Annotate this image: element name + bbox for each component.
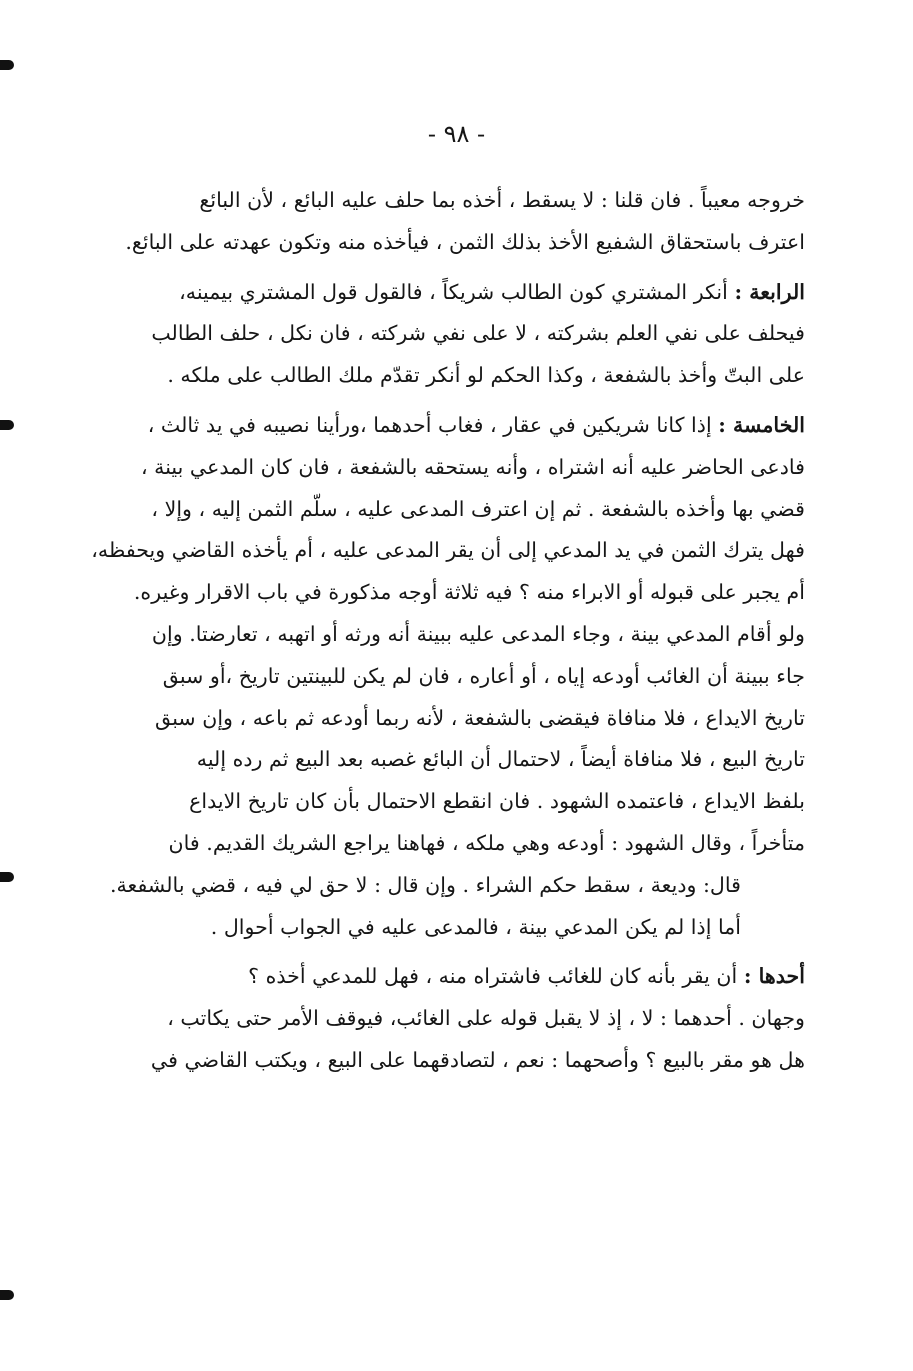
- text-line: [78, 998, 805, 1040]
- text-line: [78, 572, 805, 614]
- section-lead-word: الخامسة :: [718, 412, 805, 437]
- text-line: [78, 530, 805, 572]
- line-text: أم يجبر على قبوله أو الابراء منه ؟ فيه ثلاثة أوجه مذكورة في باب الاقرار وغيره.: [133, 580, 805, 605]
- line-text: متأخراً ، وقال الشهود : أودعه وهي ملكه ، فهاهنا يراجع الشريك القديم. فان: [168, 830, 805, 855]
- text-line: [78, 739, 805, 781]
- line-text: تاريخ البيع ، فلا منافاة أيضاً ، لاحتمال أن البائع غصبه بعد البيع ثم رده إليه: [196, 747, 805, 772]
- text-line: [78, 865, 805, 907]
- line-text: اعترف باستحقاق الشفيع الأخذ بذلك الثمن ، فيأخذه منه وتكون عهدته على البائع.: [125, 229, 805, 254]
- body-text: [78, 180, 805, 1082]
- text-line: [78, 180, 805, 222]
- text-line: [78, 656, 805, 698]
- scan-edge-mark: [0, 1290, 14, 1300]
- line-text: أما إذا لم يكن المدعي بينة ، فالمدعى عليه في الجواب أحوال .: [210, 914, 741, 939]
- line-text: قال: وديعة ، سقط حكم الشراء . وإن قال : لا حق لي فيه ، قضي بالشفعة.: [109, 872, 741, 897]
- scan-edge-mark: [0, 420, 14, 430]
- line-text: خروجه معيباً . فان قلنا : لا يسقط ، أخذه بما حلف عليه البائع ، لأن البائع: [199, 188, 805, 212]
- line-text: بلفظ الايداع ، فاعتمده الشهود . فان انقطع الاحتمال بأن كان تاريخ الايداع: [189, 789, 805, 814]
- text-line: [78, 1040, 805, 1082]
- text-line: [78, 222, 805, 264]
- scan-edge-mark: [0, 60, 14, 70]
- line-text: فادعى الحاضر عليه أنه اشتراه ، وأنه يستحقه بالشفعة ، فان كان المدعي بينة ،: [140, 454, 805, 479]
- text-line: [78, 823, 805, 865]
- section-lead-word: الرابعة :: [734, 279, 805, 304]
- section-lead-word: أحدها :: [743, 964, 805, 989]
- line-text: ولو أقام المدعي بينة ، وجاء المدعى عليه ببينة أنه ورثه أو اتهبه ، تعارضتا. وإن: [151, 621, 805, 646]
- text-line: [78, 355, 805, 397]
- text-line: [78, 907, 805, 949]
- paragraph-start-line: [78, 272, 805, 314]
- line-text: على البتّ وأخذ بالشفعة ، وكذا الحكم لو أنكر تقدّم ملك الطالب على ملكه .: [167, 363, 805, 388]
- line-text: فيحلف على نفي العلم بشركته ، لا على نفي شركته ، فان نكل ، حلف الطالب: [151, 321, 805, 346]
- line-text: قضي بها وأخذه بالشفعة . ثم إن اعترف المدعى عليه ، سلّم الثمن إليه ، وإلا ،: [151, 496, 805, 521]
- text-line: [78, 313, 805, 355]
- text-line: [78, 489, 805, 531]
- paragraph-start-line: [78, 405, 805, 447]
- text-line: [78, 614, 805, 656]
- line-text: وجهان . أحدهما : لا ، إذ لا يقبل قوله على الغائب، فيوقف الأمر حتى يكاتب ،: [167, 1006, 805, 1031]
- line-text: جاء ببينة أن الغائب أودعه إياه ، أو أعاره ، فان لم يكن للبينتين تاريخ ،أو سبق: [162, 663, 805, 688]
- paragraph-start-line: [78, 956, 805, 998]
- page-number: - ٩٨ -: [427, 120, 486, 148]
- line-text: أنكر المشتري كون الطالب شريكاً ، فالقول قول المشتري بيمينه،: [179, 279, 735, 304]
- text-line: [78, 781, 805, 823]
- line-text: إذا كانا شريكين في عقار ، فغاب أحدهما ،ورأينا نصيبه في يد ثالث ،: [147, 412, 719, 437]
- line-text: أن يقر بأنه كان للغائب فاشتراه منه ، فهل للمدعي أخذه ؟: [248, 964, 744, 989]
- scan-edge-mark: [0, 872, 14, 882]
- line-text: تاريخ الايداع ، فلا منافاة فيقضى بالشفعة ، لأنه ربما أودعه ثم باعه ، وإن سبق: [155, 705, 805, 730]
- line-text: فهل يترك الثمن في يد المدعي إلى أن يقر المدعى عليه ، أم يأخذه القاضي ويحفظه،: [91, 538, 805, 563]
- text-line: [78, 447, 805, 489]
- line-text: هل هو مقر بالبيع ؟ وأصحهما : نعم ، لتصادقهما على البيع ، ويكتب القاضي في: [150, 1047, 805, 1072]
- text-line: [78, 698, 805, 740]
